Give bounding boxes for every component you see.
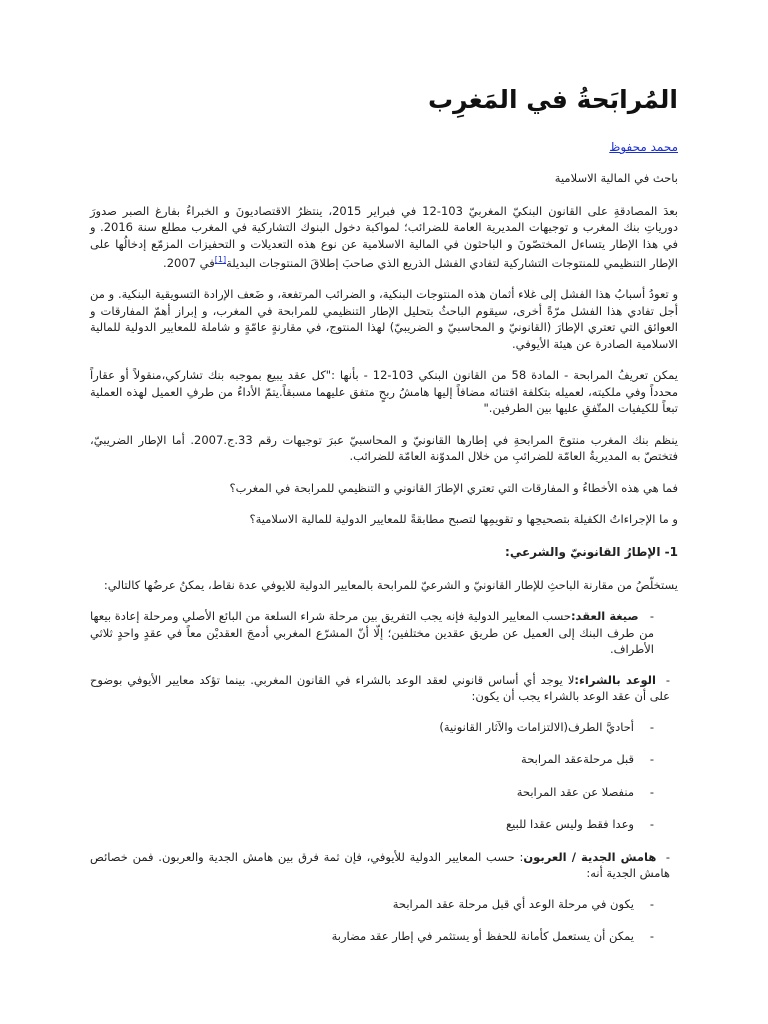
bullet-label: الوعد بالشراء: [574,672,656,687]
bullet-dash: - [665,849,670,864]
earnest-properties-list [90,896,678,945]
section-intro: يستخلّصُ من مقارنة الباحثِ للإطار القانونيّ و الشرعيّ للمرابحة بالمعايير الدولية للايوفي عدة نقاط، يمكنُ عرضُها كالتالي: [103,577,678,592]
list-item [90,816,654,833]
bullet-text: حسب المعايير الدولية فإنه يجب التفريق بين مرحلة شراء السلعة من البائع الأصلي ومرحلة إعادة بيعها من طرف البنك إلى العميل عن طريق عقدين مختلفين؛ إلّا أنّ المشرّع المغربي أدمجَ العقديْن معاً في عقدٍ واحدٍ ثلاثي الأطراف. [90,609,654,657]
list-dash: - [649,784,654,799]
list-item [90,896,654,913]
list-item [90,751,654,768]
article-title: المُرابَحةُ في المَغرِب [428,85,678,114]
list-item-text: قبل مرحلةعقد المرابحة [521,752,634,767]
list-dash: - [649,817,654,832]
paragraph-intro-end: في 2007. [163,255,215,270]
author-link[interactable]: محمد محفوظ [609,140,678,154]
bullet-label: صيغة العقد: [570,609,639,624]
list-item-text: منفصلا عن عقد المرابحة [516,784,634,799]
bullet-text: لا يوجد أي أساس قانوني لعقد الوعد بالشراء في القانون المغربي. بينما تؤكد معايير الأيوفي بوضوح على أن عقد الوعد بالشراء يجب أن يكون: [90,672,670,704]
paragraph-failure-causes: و تعودُ أسبابُ هذا الفشل إلى غلاء أثمان هذه المنتوجات البنكية، و الضرائب المرتفعة، و ضَعف الإرادة التسويقية البنكية. و من أجل تفادي هذا الفشل مرّةً أخرى، سيقوم الباحثُ بتحليل الإطار التنظيمي للمرابحة في المغرب، و إبراز أهمّ المفارقات و العوائق التي تعتري الإطارَ (القانونيّ و المحاسبيّ و الضريبيّ) لهذا المنتوج، في مقارنةٍ عامّةٍ و شاملة للمعايير الدولية للمالية الاسلامية الصادرة عن هيئة الأيوفي. [90,287,678,351]
bullet-purchase-promise [90,672,678,705]
list-item [90,784,654,801]
question-remedies: و ما الإجراءاتُ الكفيلة بتصحيحِها و تقويمِها لتصبح مطابقةً للمعايير الدولية للمالية الاسلامية؟ [249,512,678,527]
bullet-text: : حسب المعايير الدولية للأيوفي، فإن ثمة فرق بين هامش الجدية والعربون. فمن خصائص هامش الجدية أنه: [90,849,670,881]
list-item-text: يمكن أن يستعمل كأمانة للحفظ أو يستثمر في إطار عقد مضاربة [331,929,634,944]
promise-conditions-list [90,719,678,833]
footnote-ref-link[interactable]: [1] [214,255,227,264]
list-dash: - [649,929,654,944]
bullet-label: هامش الجدية / العربون [523,849,657,864]
bullet-dash: - [665,672,670,687]
paragraph-intro [90,203,678,272]
bullet-contract-form [90,608,678,658]
paragraph-regulation: ينظم بنك المغرب منتوجَ المرابحةِ في إطارها القانونيّ و المحاسبيّ عبرَ توجيهات رقم 33.ج.2007. أما الإطار الضريبيّ، فتختصّ به المديريةُ العامّة للضرائبِ من خلال المدوّنة العامّة للضرائب. [90,432,679,464]
list-item [90,719,654,736]
list-item [90,928,654,945]
list-dash: - [649,752,654,767]
list-item-text: وعدا فقط وليس عقدا للبيع [506,817,634,832]
section-heading-legal: 1- الإطارُ القانونيّ والشرعي: [505,544,678,559]
list-item-text: أحاديَّ الطرف(الالتزامات والآثار القانونية) [439,719,634,734]
paragraph-definition: يمكن تعريفُ المرابحة - المادة 58 من القانون البنكي 103-12 - بأنها :"كل عقد يبيع بموجبه بنك تشاركي،منقولاً أو عقاراً محدداً وفي ملكيته، لعميله بتكلفة اقتنائه مضافاً إليها هامشُ ربحٍ متفق عليهما مسبقاً.يتمّ الأداءُ من طرفِ العميل لهذه العملية تبعاً للكيفيات المتّفقِ عليها بين الطرفين." [90,368,678,416]
bullet-earnest-money [90,849,678,882]
list-dash: - [649,719,654,734]
bullet-dash: - [649,609,655,624]
list-dash: - [649,896,654,911]
paragraph-intro-text: بعدَ المصادقةِ على القانون البنكيّ المغربيّ 103-12 في فبراير 2015، ينتظرُ الاقتصاديونَ و الخبراءُ بفارغ الصبر صدورَ دورياتِ بنك المغرب و توجيهات المديرية العامة للضرائب؛ لمواكبة دخول البنوك التشاركية في المغرب مطلع سنة 2016. و في هذا الإطار يتساءل المختصّونَ و الباحثون في المالية الاسلامية عن نوع هذه التعديلات و التحفيزات المزمّع إدخالُها على الإطار التنظيمي للمنتوجات التشاركية لتفادي الفشل الذريع الذي صاحبَ إطلاقَ المنتوجات البديلة [90,203,678,270]
author-role: باحث في المالية الاسلامية [554,171,678,185]
list-item-text: يكون في مرحلة الوعد أي قبل مرحلة عقد المرابحة [392,896,634,911]
question-errors: فما هي هذه الأخطاءُ و المفارقات التي تعتري الإطارَ القانوني و التنظيمي للمرابحة في المغرب؟ [229,480,678,495]
